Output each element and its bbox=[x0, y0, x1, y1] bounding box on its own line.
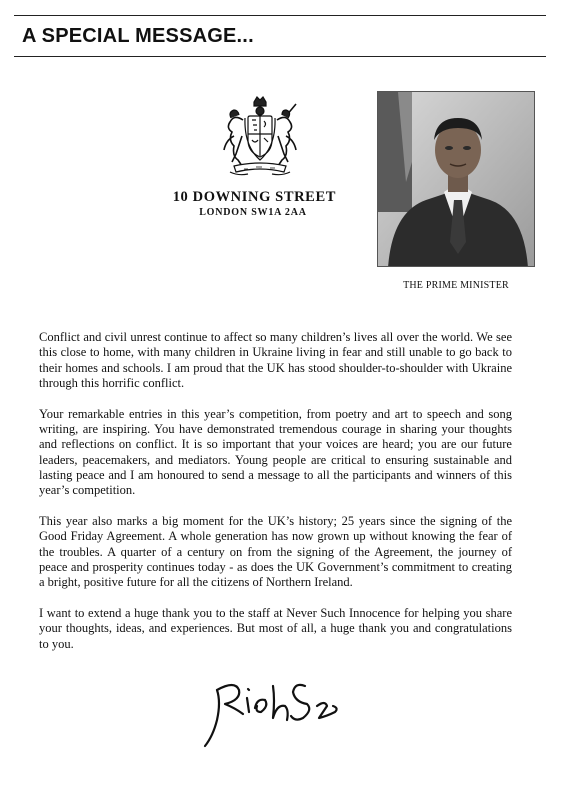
letter-paragraph: Conflict and civil unrest continue to affect so many children’s lives all over the world. We see this close to home, with many children in Ukraine living in fear and still unable to go back to their homes and schools. I am proud that the UK has stood shoulder-to-shoulder with Ukraine through this horrific conflict. bbox=[39, 330, 512, 390]
royal-crest-icon bbox=[212, 96, 308, 178]
title-rule bbox=[14, 56, 546, 57]
letter-paragraph: This year also marks a big moment for the UK’s history; 25 years since the signing of the Good Friday Agreement. A whole generation has now grown up without knowing the fear of the troubles. A quarter of a century on from the signing of the Agreement, the journey of peace and prosperity continues today - as does the UK Government’s commitment to creating a bright, positive future for all the citizens of Northern Ireland. bbox=[39, 513, 512, 590]
letter-body bbox=[39, 330, 512, 667]
page-title: A SPECIAL MESSAGE... bbox=[22, 25, 254, 47]
letter-paragraph: I want to extend a huge thank you to the staff at Never Such Innocence for helping you share your thoughts, ideas, and experiences. But most of all, a huge thank you and congratulations to you. bbox=[39, 605, 512, 651]
portrait-photo bbox=[377, 91, 535, 267]
address-line-2: LONDON SW1A 2AA bbox=[199, 207, 307, 218]
top-rule bbox=[14, 15, 546, 16]
handwritten-signature bbox=[195, 672, 355, 752]
address-line-1: 10 DOWNING STREET bbox=[172, 189, 336, 205]
photo-caption: THE PRIME MINISTER bbox=[403, 280, 509, 291]
portrait-image bbox=[378, 92, 535, 267]
letter-paragraph: Your remarkable entries in this year’s competition, from poetry and art to speech and song writing, are inspiring. You have demonstrated tremendous courage in sharing your thoughts and reflections on conflict. It is so important that your voices are heard; you are our future leaders, peacemakers, and mediators. Young people are critical to ensuring sustainable and lasting peace and I am honoured to send a message to all the participants and winners of this year’s competition. bbox=[39, 406, 512, 498]
